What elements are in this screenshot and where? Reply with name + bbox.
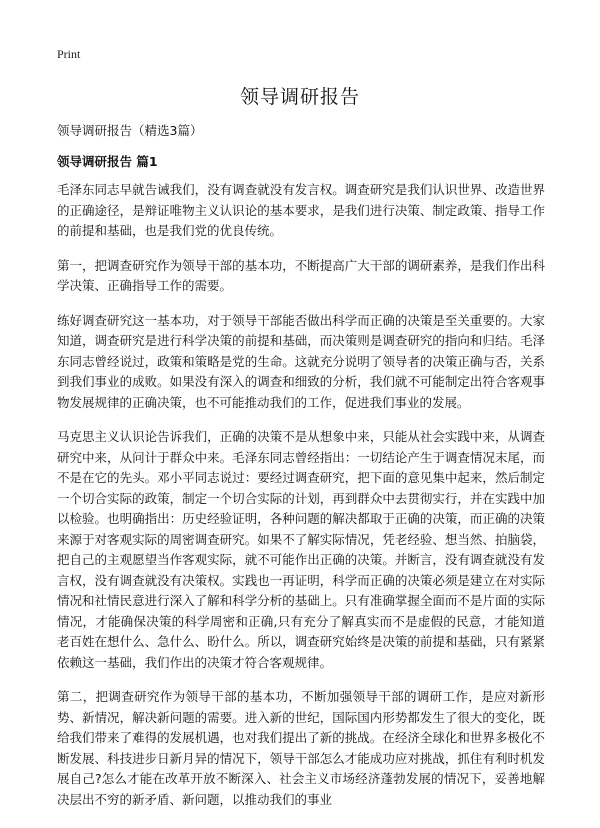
print-link[interactable]: Print: [57, 47, 81, 61]
document-subtitle: 领导调研报告（精选3篇）: [57, 123, 203, 138]
paragraph-5: 第二，把调查研究作为领导干部的基本功，不断加强领导干部的调研工作，是应对新形势、新情况，解决新问题的需要。进入新的世纪，国际国内形势都发生了很大的变化，既给我们带来了难得的发展机遇，也对我们提出了新的挑战。在经济全球化和世界多极化不断发展、科技进步日新月异的情况下，领导干部怎么才能成功应对挑战，抓住有利时机发展自己?怎么才能在改革开放不断深入、社会主义市场经济蓬勃发展的情况下，妥善地解决层出不穷的新矛盾、新问题，以推动我们的事业: [57, 689, 545, 807]
paragraph-1: 毛泽东同志早就告诫我们，没有调查就没有发言权。调查研究是我们认识世界、改造世界的正确途径，是辩证唯物主义认识论的基本要求，是我们进行决策、制定政策、指导工作的前提和基础，也是我们党的优良传统。: [57, 182, 545, 238]
section-heading: 领导调研报告 篇1: [57, 154, 158, 169]
paragraph-3: 练好调查研究这一基本功，对于领导干部能否做出科学而正确的决策是至关重要的。大家知道，调查研究是进行科学决策的前提和基础，而决策则是调查研究的指向和归结。毛泽东同志曾经说过，政策和策略是党的生命。这就充分说明了领导者的决策正确与否，关系到我们事业的成败。如果没有深入的调查和细致的分析，我们就不可能制定出符合客观事物发展规律的正确决策，也不可能推动我们的工作，促进我们事业的发展。: [57, 312, 545, 410]
paragraph-4: 马克思主义认识论告诉我们，正确的决策不是从想象中来，只能从社会实践中来，从调查研究中来，从问计于群众中来。毛泽东同志曾经指出：一切结论产生于调查情况末尾，而不是在它的先头。邓小平同志说过：要经过调查研究，把下面的意见集中起来，然后制定一个切合实际的政策，制定一个切合实际的计划，再到群众中去贯彻实行，并在实践中加以检验。也明确指出：历史经验证明，各种问题的解决都取于正确的决策，而正确的决策来源于对客观实际的周密调查研究。如果不了解实际情况，凭老经验、想当然、拍脑袋，把自己的主观愿望当作客观实际，就不可能作出正确的决策。并断言，没有调查就没有发言权，没有调查就没有决策权。实践也一再证明，科学而正确的决策必须是建立在对实际情况和社情民意进行深入了解和科学分析的基础上。只有准确掌握全面而不是片面的实际情况，才能确保决策的科学周密和正确,只有充分了解真实而不是虚假的民意，才能知道老百姓在想什么、急什么、盼什么。所以，调查研究始终是决策的前提和基础，只有紧紧依赖这一基础，我们作出的决策才符合客观规律。: [57, 429, 545, 670]
document-title: 领导调研报告: [239, 86, 360, 108]
paragraph-2: 第一，把调查研究作为领导干部的基本功，不断提高广大干部的调研素养，是我们作出科学决策、正确指导工作的需要。: [57, 257, 545, 293]
document-body: [57, 180, 545, 824]
